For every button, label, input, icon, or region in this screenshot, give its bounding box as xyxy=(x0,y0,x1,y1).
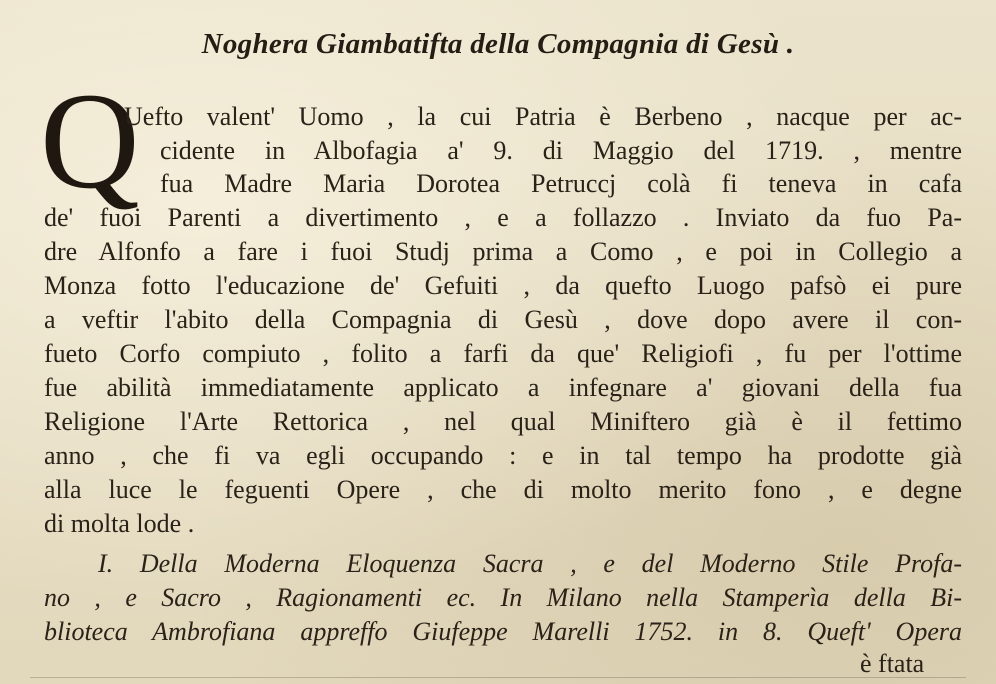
body-line: de' fuoi Parenti a divertimento , e a follazzo . Inviato da fuo Pa- xyxy=(44,203,962,232)
work-entry-line: I. Della Moderna Eloquenza Sacra , e del Moderno Stile Profa- xyxy=(98,549,962,578)
body-line: a veftir l'abito della Compagnia di Gesù , dove dopo avere il con- xyxy=(44,305,962,334)
body-line: dre Alfonfo a fare i fuoi Studj prima a Como , e poi in Collegio a xyxy=(44,237,962,266)
body-line: fue abilità immediatamente applicato a infegnare a' giovani della fua xyxy=(44,373,962,402)
body-line: di molta lode . xyxy=(44,509,195,538)
body-line: Monza fotto l'educazione de' Gefuiti , da quefto Luogo pafsò ei pure xyxy=(44,271,962,300)
work-entry-line: no , e Sacro , Ragionamenti ec. In Milano nella Stamperìa della Bi- xyxy=(44,583,962,612)
body-line: fueto Corfo compiuto , folito a farfi da que' Religiofi , fu per l'ottime xyxy=(44,339,962,368)
body-line: fua Madre Maria Dorotea Petruccj colà fi teneva in cafa xyxy=(160,169,962,198)
work-entry-line: blioteca Ambrofiana appreffo Giufeppe Marelli 1752. in 8. Queft' Opera xyxy=(44,617,962,646)
entry-heading: Noghera Giambatifta della Compagnia di Gesù . xyxy=(201,28,795,60)
catchword: è ftata xyxy=(860,649,925,678)
body-line: cidente in Albofagia a' 9. di Maggio del 1719. , mentre xyxy=(160,136,962,165)
drop-cap: Q xyxy=(40,64,140,217)
body-line: anno , che fi va egli occupando : e in tal tempo ha prodotte già xyxy=(44,441,962,470)
body-line: alla luce le feguenti Opere , che di molto merito fono , e degne xyxy=(44,475,962,504)
body-line: Uefto valent' Uomo , la cui Patria è Berbeno , nacque per ac- xyxy=(124,102,962,131)
page-edge-line xyxy=(30,677,966,678)
body-line: Religione l'Arte Rettorica , nel qual Miniftero già è il fettimo xyxy=(44,407,962,436)
